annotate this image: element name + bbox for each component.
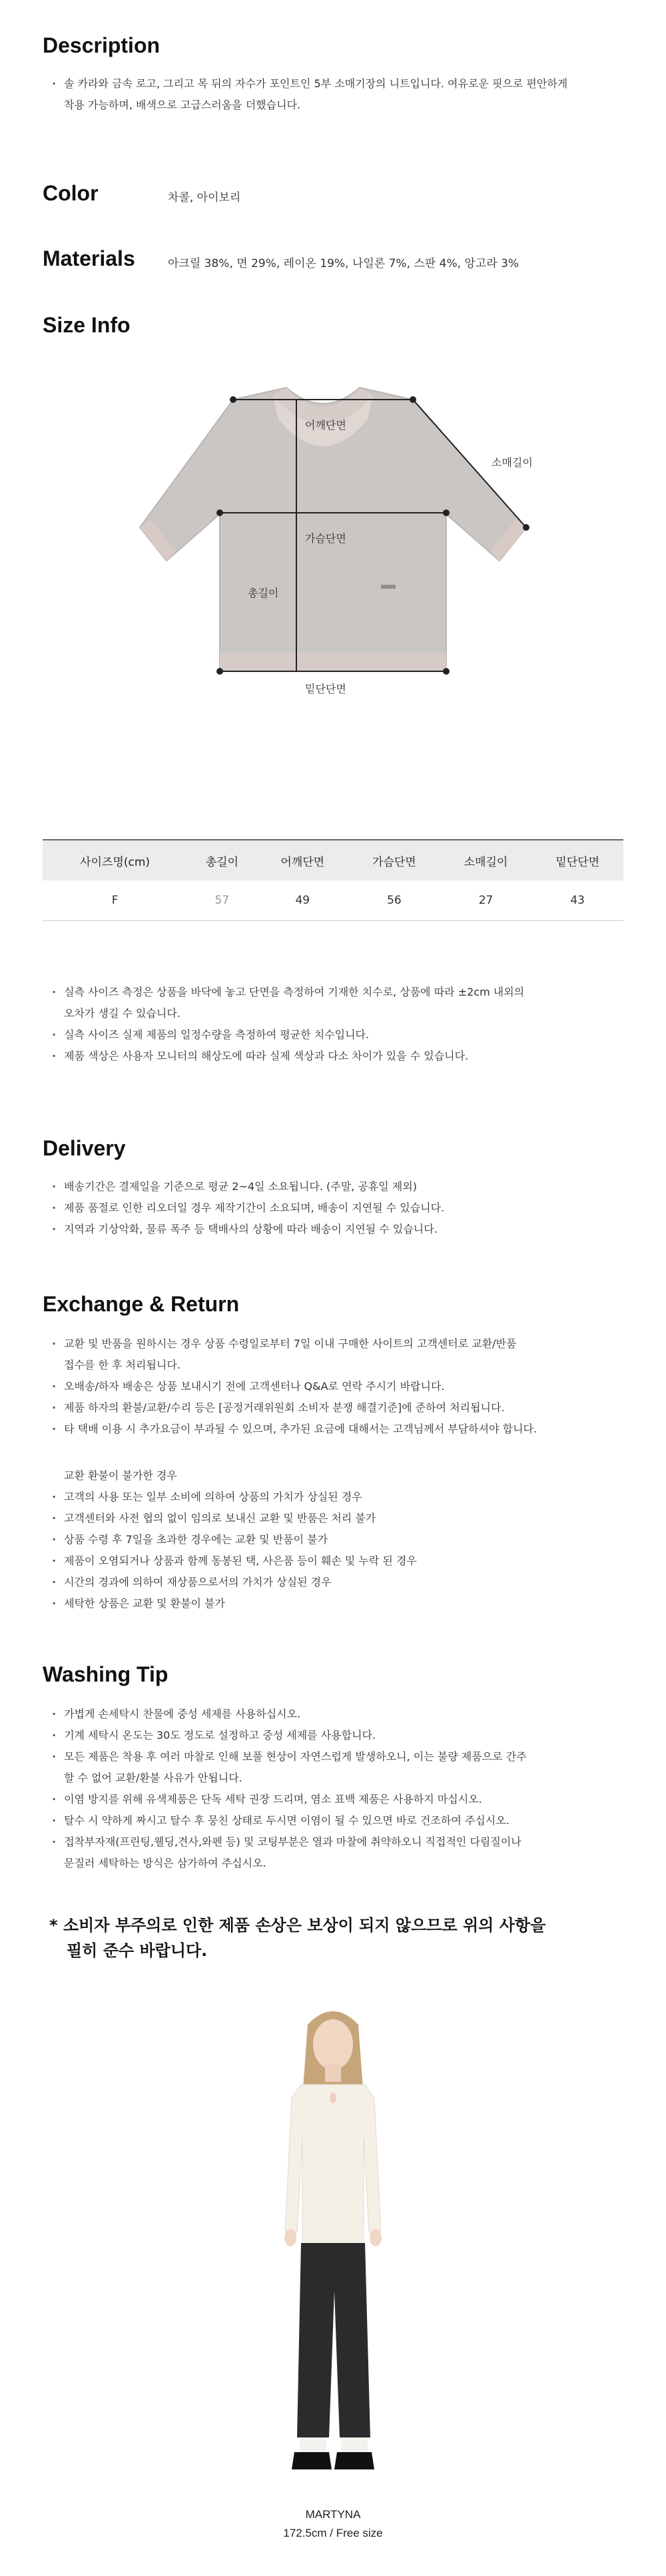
washing-warning (49, 1913, 545, 1963)
exchange-line: 접수를 한 후 처리됩니다. (64, 1359, 180, 1371)
description-line: 착용 가능하며, 배색으로 고급스러움을 더했습니다. (64, 99, 301, 111)
exchange-line: · 교환 및 반품을 원하시는 경우 상품 수령일로부터 7일 이내 구매한 사이트의 고객센터로 교환/반품 (52, 1333, 537, 1355)
exchange-text (52, 1333, 537, 1440)
materials-heading: Materials (43, 246, 135, 270)
delivery-line: · 제품 품절로 인한 리오더일 경우 제작기간이 소요되며, 배송이 지연될 수 있습니다. (52, 1197, 444, 1219)
header-shoulder: 어깨단면 (256, 840, 348, 880)
header-length: 총길이 (187, 840, 256, 880)
size-info-heading: Size Info (43, 313, 131, 337)
description-text (52, 73, 567, 116)
label-shoulder: 어깨단면 (305, 419, 346, 432)
header-sleeve: 소매길이 (440, 840, 532, 880)
cell-hem: 43 (531, 880, 623, 921)
size-note: 오차가 생길 수 있습니다. (64, 1007, 180, 1020)
exchange-line: · 제품 하자의 환불/교환/수리 등은 [공정거래위원회 소비자 분쟁 해결기준]에 준하여 처리됩니다. (52, 1397, 537, 1419)
washing-line: 할 수 없어 교환/환불 사유가 안됩니다. (64, 1771, 242, 1784)
cell-sleeve: 27 (440, 880, 532, 921)
washing-line: · 가볍게 손세탁시 찬물에 중성 세제를 사용하십시오. (52, 1704, 527, 1725)
header-chest: 가슴단면 (348, 840, 440, 880)
delivery-text (52, 1176, 444, 1240)
model-info: 172.5cm / Free size (283, 2527, 383, 2539)
not-allowed-item: · 상품 수령 후 7일을 초과한 경우에는 교환 및 반품이 불가 (52, 1529, 417, 1550)
not-allowed-item: · 세탁한 상품은 교환 및 환불이 불가 (52, 1593, 417, 1614)
not-allowed-item: · 고객센터와 사전 협의 없이 임의로 보내신 교환 및 반품은 처리 불가 (52, 1508, 417, 1529)
exchange-line: · 타 택배 이용 시 추가요금이 부과될 수 있으며, 추가된 요금에 대해서는 고객님께서 부담하셔야 합니다. (52, 1419, 537, 1440)
cell-size: F (43, 880, 187, 921)
model-figure (260, 1998, 406, 2491)
label-hem: 밑단단면 (305, 683, 346, 695)
color-value: 차콜, 아이보리 (168, 191, 241, 204)
not-allowed-item: · 고객의 사용 또는 일부 소비에 의하여 상품의 가치가 상실된 경우 (52, 1486, 417, 1508)
not-allowed-item: · 시간의 경과에 의하여 재상품으로서의 가치가 상실된 경우 (52, 1572, 417, 1593)
washing-line: · 접착부자재(프린팅,웰딩,견사,와펜 등) 및 코팅부분은 열과 마찰에 취약하오니 직접적인 다림질이나 (52, 1831, 527, 1853)
warning-line: 필히 준수 바랍니다. (67, 1941, 208, 1960)
delivery-heading: Delivery (43, 1136, 126, 1160)
model-photo (260, 1998, 406, 2491)
exchange-line: · 오배송/하자 배송은 상품 보내시기 전에 고객센터나 Q&A로 연락 주시기 바랍니다. (52, 1376, 537, 1397)
not-allowed-item: · 제품이 오염되거나 상품과 함께 동봉된 택, 사은품 등이 훼손 및 누락 된 경우 (52, 1550, 417, 1572)
table-row (43, 880, 623, 921)
not-allowed-title: 교환 환불이 불가한 경우 (64, 1469, 177, 1482)
warning-line: * 소비자 부주의로 인한 제품 손상은 보상이 되지 않으므로 위의 사항을 (49, 1916, 546, 1935)
exchange-heading: Exchange & Return (43, 1292, 240, 1316)
color-heading: Color (43, 181, 99, 205)
washing-line: · 기계 세탁시 온도는 30도 정도로 설정하고 중성 세제를 사용합니다. (52, 1725, 527, 1746)
size-table (43, 839, 623, 921)
description-line: · 솔 카라와 금속 로고, 그리고 목 뒤의 자수가 포인트인 5부 소매기장의 니트입니다. 여유로운 핏으로 편안하게 (52, 73, 567, 95)
label-sleeve: 소매길이 (492, 456, 533, 469)
washing-line: 문질러 세탁하는 방식은 삼가하여 주십시오. (64, 1857, 266, 1869)
size-note: · 실측 사이즈 실제 제품의 일정수량을 측정하여 평균한 치수입니다. (52, 1024, 524, 1046)
delivery-line: · 배송기간은 결제일을 기준으로 평균 2~4일 소요됩니다. (주말, 공휴일 제외) (52, 1176, 444, 1197)
description-heading: Description (43, 33, 161, 57)
size-note: · 실측 사이즈 측정은 상품을 바닥에 놓고 단면을 측정하여 기재한 치수로, 상품에 따라 ±2cm 내외의 (52, 982, 524, 1003)
washing-line: · 모든 제품은 착용 후 여러 마찰로 인해 보풀 현상이 자연스럽게 발생하오니, 이는 불량 제품으로 간주 (52, 1746, 527, 1768)
size-diagram (133, 373, 546, 719)
model-name: MARTYNA (305, 2508, 361, 2521)
size-table-header-row (43, 840, 623, 880)
washing-heading: Washing Tip (43, 1662, 168, 1686)
exchange-not-allowed (52, 1465, 417, 1614)
washing-line: · 이염 방지를 위해 유색제품은 단독 세탁 권장 드리며, 염소 표백 제품은 사용하지 마십시오. (52, 1789, 527, 1810)
header-size: 사이즈명(cm) (43, 840, 187, 880)
header-hem: 밑단단면 (531, 840, 623, 880)
label-chest: 가슴단면 (305, 532, 346, 545)
label-length: 총길이 (248, 587, 279, 599)
materials-value: 아크릴 38%, 면 29%, 레이온 19%, 나일론 7%, 스판 4%, 앙고라 3% (168, 257, 519, 270)
washing-line: · 탈수 시 약하게 짜시고 탈수 후 뭉친 상태로 두시면 이염이 될 수 있으면 바로 건조하여 주십시오. (52, 1810, 527, 1831)
washing-text (52, 1704, 527, 1874)
delivery-line: · 지역과 기상악화, 물류 폭주 등 택배사의 상황에 따라 배송이 지연될 수 있습니다. (52, 1219, 444, 1240)
cell-chest: 56 (348, 880, 440, 921)
size-notes (52, 982, 524, 1067)
cell-length: 57 (187, 880, 256, 921)
cell-shoulder: 49 (256, 880, 348, 921)
size-note: · 제품 색상은 사용자 모니터의 해상도에 따라 실제 색상과 다소 차이가 있을 수 있습니다. (52, 1046, 524, 1067)
